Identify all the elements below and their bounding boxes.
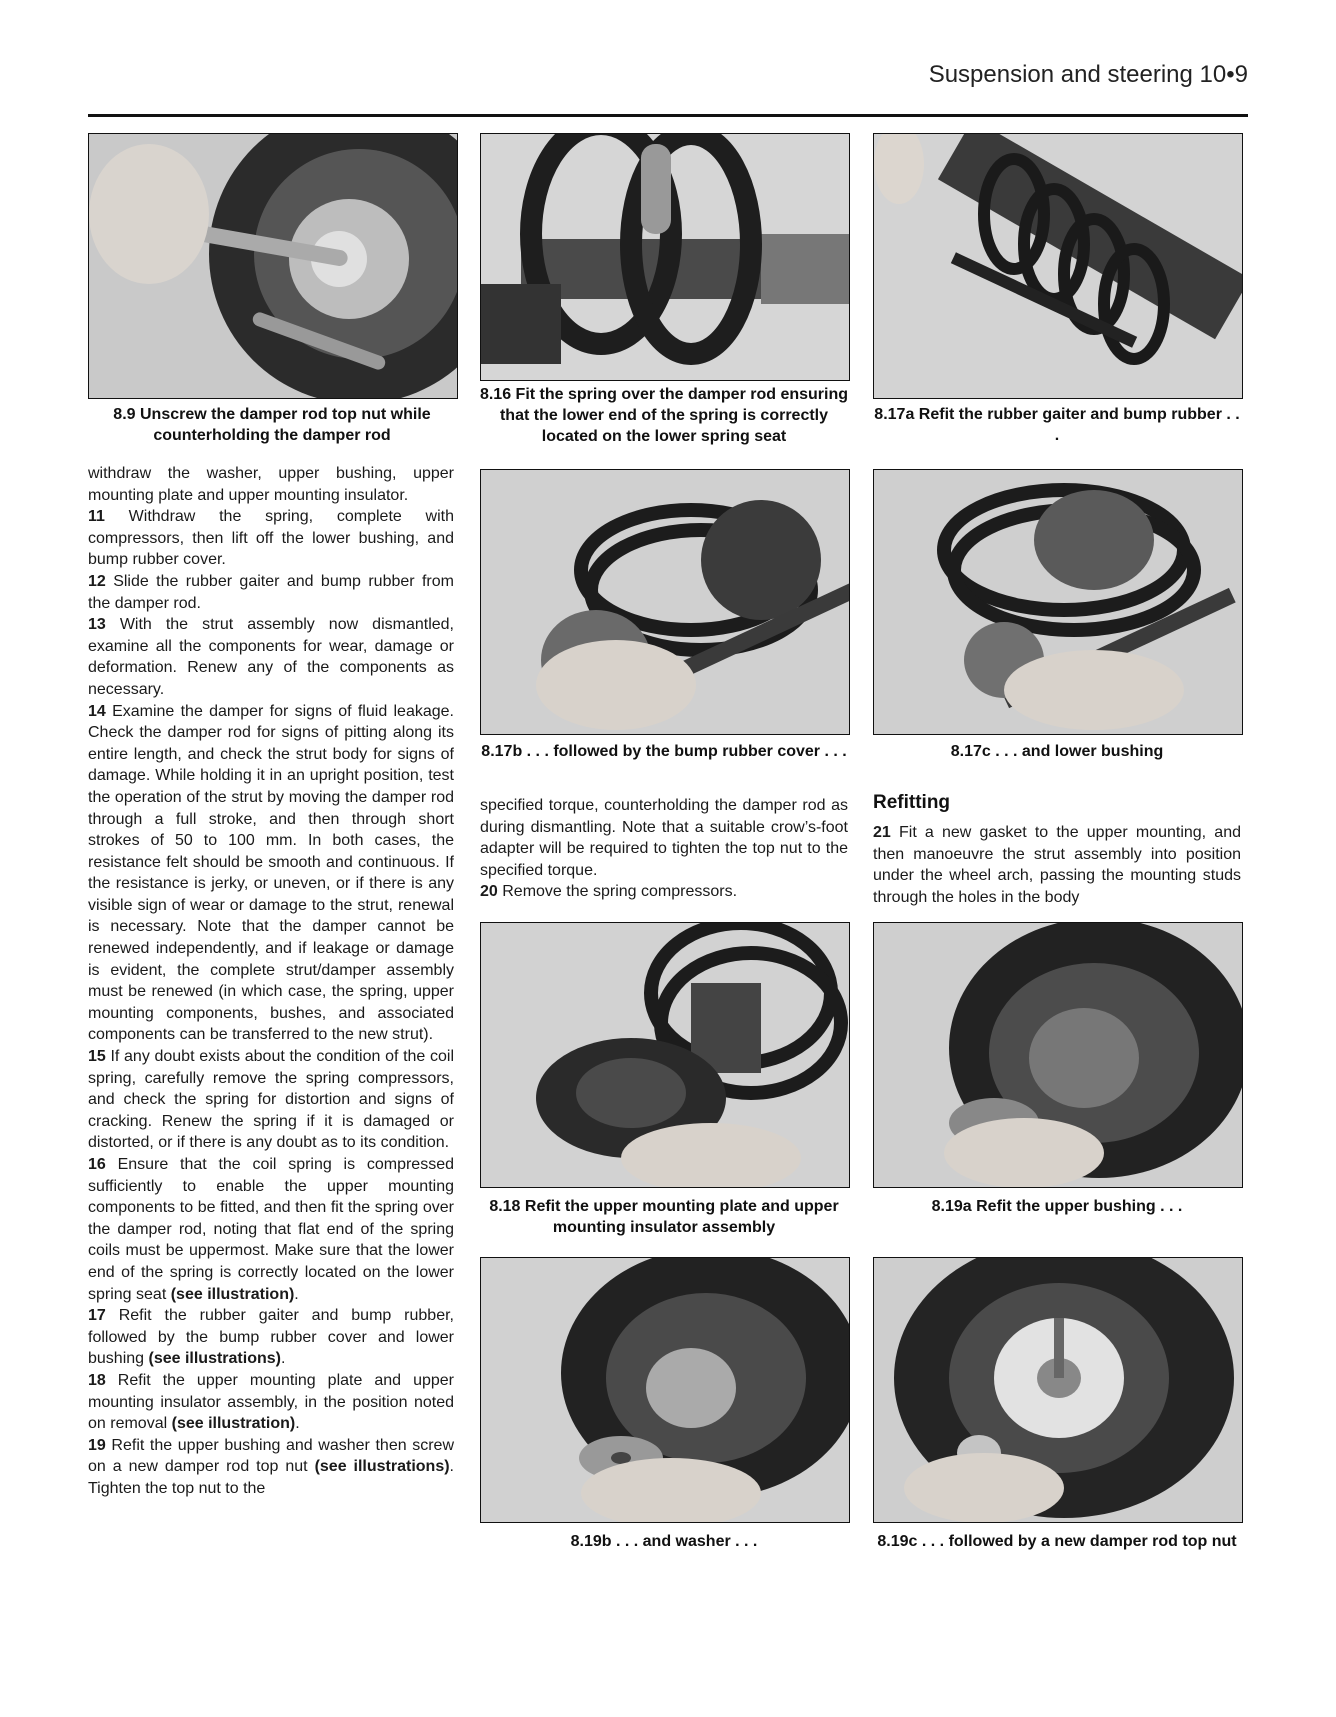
caption-8-17b: 8.17b . . . followed by the bump rubber cover . . . xyxy=(481,743,847,760)
paragraph-18: 18 Refit the upper mounting plate and upper mounting insulator assembly, in the position noted on removal (see illustration). xyxy=(88,1371,454,1433)
photo-8-17a xyxy=(873,133,1243,399)
photo-8-19b xyxy=(480,1257,850,1523)
left-column-text xyxy=(88,463,454,1500)
paragraph-16: 16 Ensure that the coil spring is compressed sufficiently to enable the upper mounting components to be fitted, and then fit the spring over the damper rod, noting that flat end of the spring coils must be uppermost. Make sure that the lower end of the spring is correctly located on the lower spring seat (see illustration). xyxy=(88,1156,454,1303)
photo-8-18 xyxy=(480,922,850,1188)
continuation-paragraph: specified torque, counterholding the damper rod as during dismantling. Note that a suitable crow’s-foot adapter will be required to tighten the top nut to the specified torque. xyxy=(480,797,848,879)
page-title: Suspension and steering 10•9 xyxy=(928,61,1248,88)
photo-8-17c xyxy=(873,469,1243,735)
header-rule xyxy=(88,114,1248,117)
lower-bushing-photo-icon xyxy=(874,470,1242,734)
see-illustrations-ref: (see illustrations) xyxy=(148,1350,281,1368)
caption-8-19a: 8.19a Refit the upper bushing . . . xyxy=(931,1198,1183,1215)
paragraph-21: 21 Fit a new gasket to the upper mounting, and then manoeuvre the strut assembly into position under the wheel arch, passing the mounting studs through the holes in the body xyxy=(873,824,1241,906)
page-header xyxy=(88,55,1248,117)
upper-bushing-photo-icon xyxy=(874,923,1242,1187)
washer-photo-icon xyxy=(481,1258,849,1522)
paragraph-11: 11 Withdraw the spring, complete with compressors, then lift off the lower bushing, and bump rubber cover. xyxy=(88,508,454,569)
paragraph-13: 13 With the strut assembly now dismantled, examine all the components for wear, damage or deformation. Renew any of the components as necessary. xyxy=(88,616,454,698)
photo-8-19a xyxy=(873,922,1243,1188)
intro-paragraph: withdraw the washer, upper bushing, upper mounting plate and upper mounting insulator. xyxy=(88,465,454,504)
bump-rubber-cover-photo-icon xyxy=(481,470,849,734)
paragraph-17: 17 Refit the rubber gaiter and bump rubber, followed by the bump rubber cover and lower bushing (see illustrations). xyxy=(88,1307,454,1368)
upper-mounting-plate-photo-icon xyxy=(481,923,849,1187)
paragraph-20: 20 Remove the spring compressors. xyxy=(480,883,738,901)
photo-8-16 xyxy=(480,133,850,381)
refitting-heading: Refitting xyxy=(873,792,951,813)
paragraph-12: 12 Slide the rubber gaiter and bump rubber from the damper rod. xyxy=(88,572,454,612)
middle-column-text xyxy=(480,795,848,903)
caption-8-19c: 8.19c . . . followed by a new damper rod top nut xyxy=(877,1533,1237,1550)
caption-8-16: 8.16 Fit the spring over the damper rod ensuring that the lower end of the spring is correctly located on the lower spring seat xyxy=(479,386,849,445)
right-column-text xyxy=(873,822,1241,908)
photo-8-17b xyxy=(480,469,850,735)
new-top-nut-photo-icon xyxy=(874,1258,1242,1522)
caption-8-19b: 8.19b . . . and washer . . . xyxy=(570,1533,758,1550)
photo-8-9 xyxy=(88,133,458,399)
caption-8-17a: 8.17a Refit the rubber gaiter and bump rubber . . . xyxy=(874,406,1240,444)
caption-8-9: 8.9 Unscrew the damper rod top nut while counterholding the damper rod xyxy=(113,406,431,444)
see-illustration-ref: (see illustration) xyxy=(170,1285,295,1303)
see-illustration-ref: (see illustration) xyxy=(171,1415,296,1433)
caption-8-18: 8.18 Refit the upper mounting plate and upper mounting insulator assembly xyxy=(489,1198,839,1236)
photo-8-19c xyxy=(873,1257,1243,1523)
damper-top-nut-photo-icon xyxy=(89,134,457,398)
gaiter-bump-rubber-photo-icon xyxy=(874,134,1242,398)
paragraph-14: 14 Examine the damper for signs of fluid leakage. Check the damper rod for signs of pitting along its entire length, and check the strut body for signs of damage. While holding it in an upright position, test the operation of the strut by moving the damper rod through a full stroke, and then through short strokes of 50 to 100 mm. In both cases, the resistance felt should be smooth and continuous. If the resistance is jerky, or uneven, or if there is any visible sign of wear or damage to the strut, renewal is necessary. Note that the damper cannot be renewed independently, and if leakage or damage is evident, the complete strut/damper assembly must be renewed (in which case, the spring, upper mounting components, bushes, and associated components can be transferred to the new strut). xyxy=(88,702,454,1044)
caption-8-17c: 8.17c . . . and lower bushing xyxy=(950,743,1164,760)
paragraph-19: 19 Refit the upper bushing and washer then screw on a new damper rod top nut (see illustrations). Tighten the top nut to the xyxy=(88,1436,455,1497)
see-illustrations-ref: (see illustrations) xyxy=(314,1458,450,1476)
spring-over-rod-photo-icon xyxy=(481,134,849,380)
paragraph-15: 15 If any doubt exists about the condition of the coil spring, carefully remove the spring compressors, and check the spring for distortion and signs of cracking. Renew the spring if it is damaged or distorted, or if there is any doubt as to its condition. xyxy=(88,1048,454,1152)
